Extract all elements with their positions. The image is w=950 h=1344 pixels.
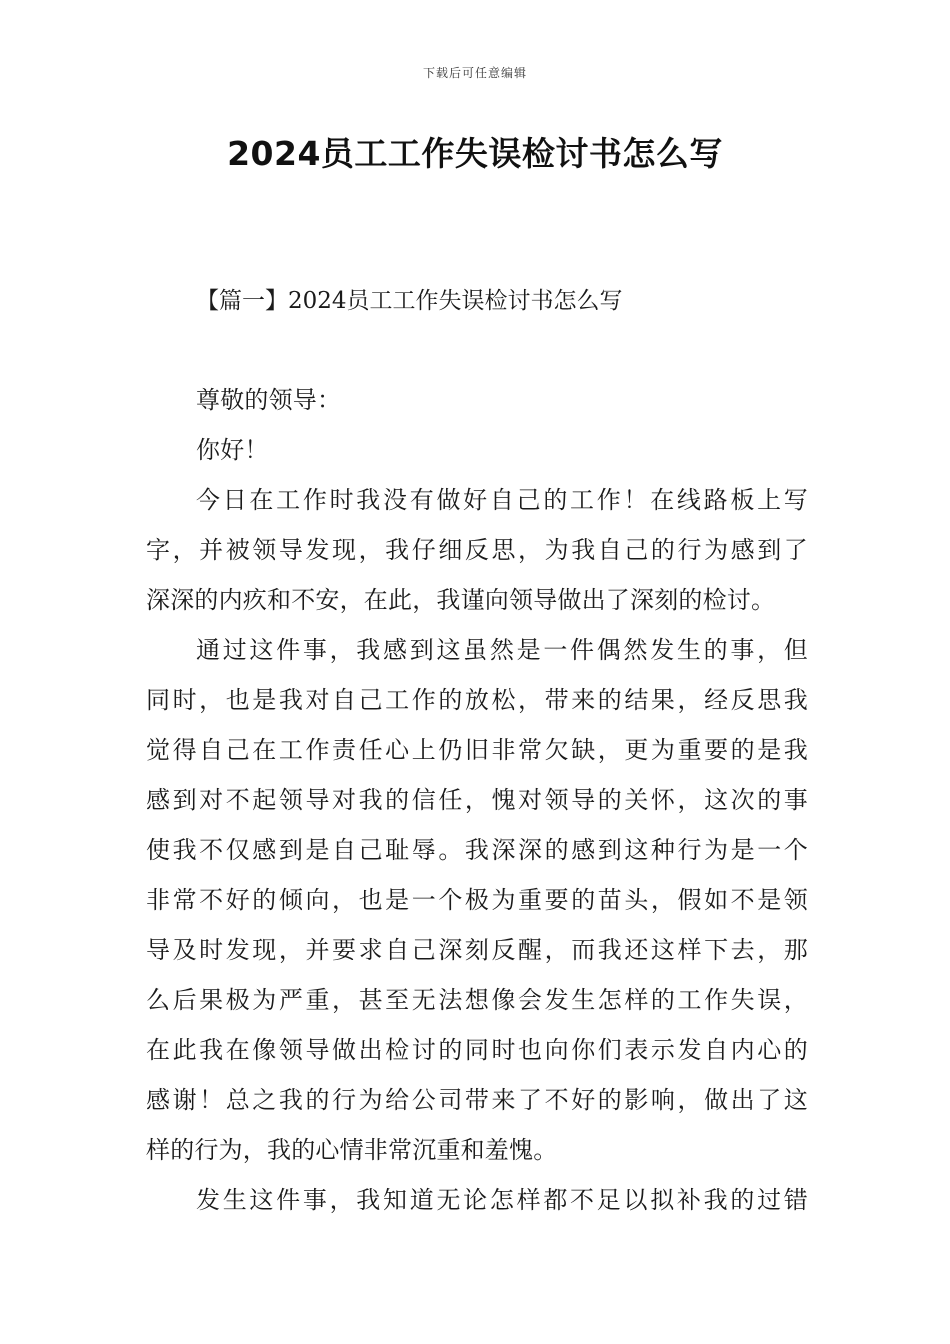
paragraph-line: 字，并被领导发现，我仔细反思，为我自己的行为感到了 <box>146 536 808 564</box>
paragraph-line: 非常不好的倾向，也是一个极为重要的苗头，假如不是领 <box>146 886 808 914</box>
header-note: 下载后可任意编辑 <box>422 66 527 80</box>
paragraph-line: 使我不仅感到是自己耻辱。我深深的感到这种行为是一个 <box>146 836 808 864</box>
paragraph-1 <box>146 475 808 625</box>
paragraph-line: 同时，也是我对自己工作的放松，带来的结果，经反思我 <box>146 686 808 714</box>
paragraph-line: 发生这件事，我知道无论怎样都不足以拟补我的过错 <box>196 1186 808 1214</box>
letter-body <box>146 375 808 1225</box>
paragraph-line: 深深的内疚和不安，在此，我谨向领导做出了深刻的检讨。 <box>146 586 776 614</box>
paragraph-line: 么后果极为严重，甚至无法想像会发生怎样的工作失误， <box>146 986 808 1014</box>
section-heading: 【篇一】2024员工工作失误检讨书怎么写 <box>196 288 623 314</box>
greeting-line: 尊敬的领导： <box>196 386 342 414</box>
salutation-line: 你好！ <box>196 436 269 464</box>
paragraph-line: 通过这件事，我感到这虽然是一件偶然发生的事，但 <box>196 636 808 664</box>
document-title: 2024员工工作失误检讨书怎么写 <box>227 134 723 173</box>
paragraph-line: 觉得自己在工作责任心上仍旧非常欠缺，更为重要的是我 <box>146 736 808 764</box>
paragraph-line: 感谢！总之我的行为给公司带来了不好的影响，做出了这 <box>146 1086 808 1114</box>
paragraph-line: 导及时发现，并要求自己深刻反醒，而我还这样下去，那 <box>146 936 808 964</box>
paragraph-line: 今日在工作时我没有做好自己的工作！在线路板上写 <box>196 486 808 514</box>
paragraph-line: 在此我在像领导做出检讨的同时也向你们表示发自内心的 <box>146 1036 808 1064</box>
paragraph-line: 感到对不起领导对我的信任，愧对领导的关怀，这次的事 <box>146 786 808 814</box>
paragraph-line: 样的行为，我的心情非常沉重和羞愧。 <box>146 1136 558 1164</box>
paragraph-3 <box>146 1175 808 1225</box>
paragraph-2 <box>146 625 808 1175</box>
